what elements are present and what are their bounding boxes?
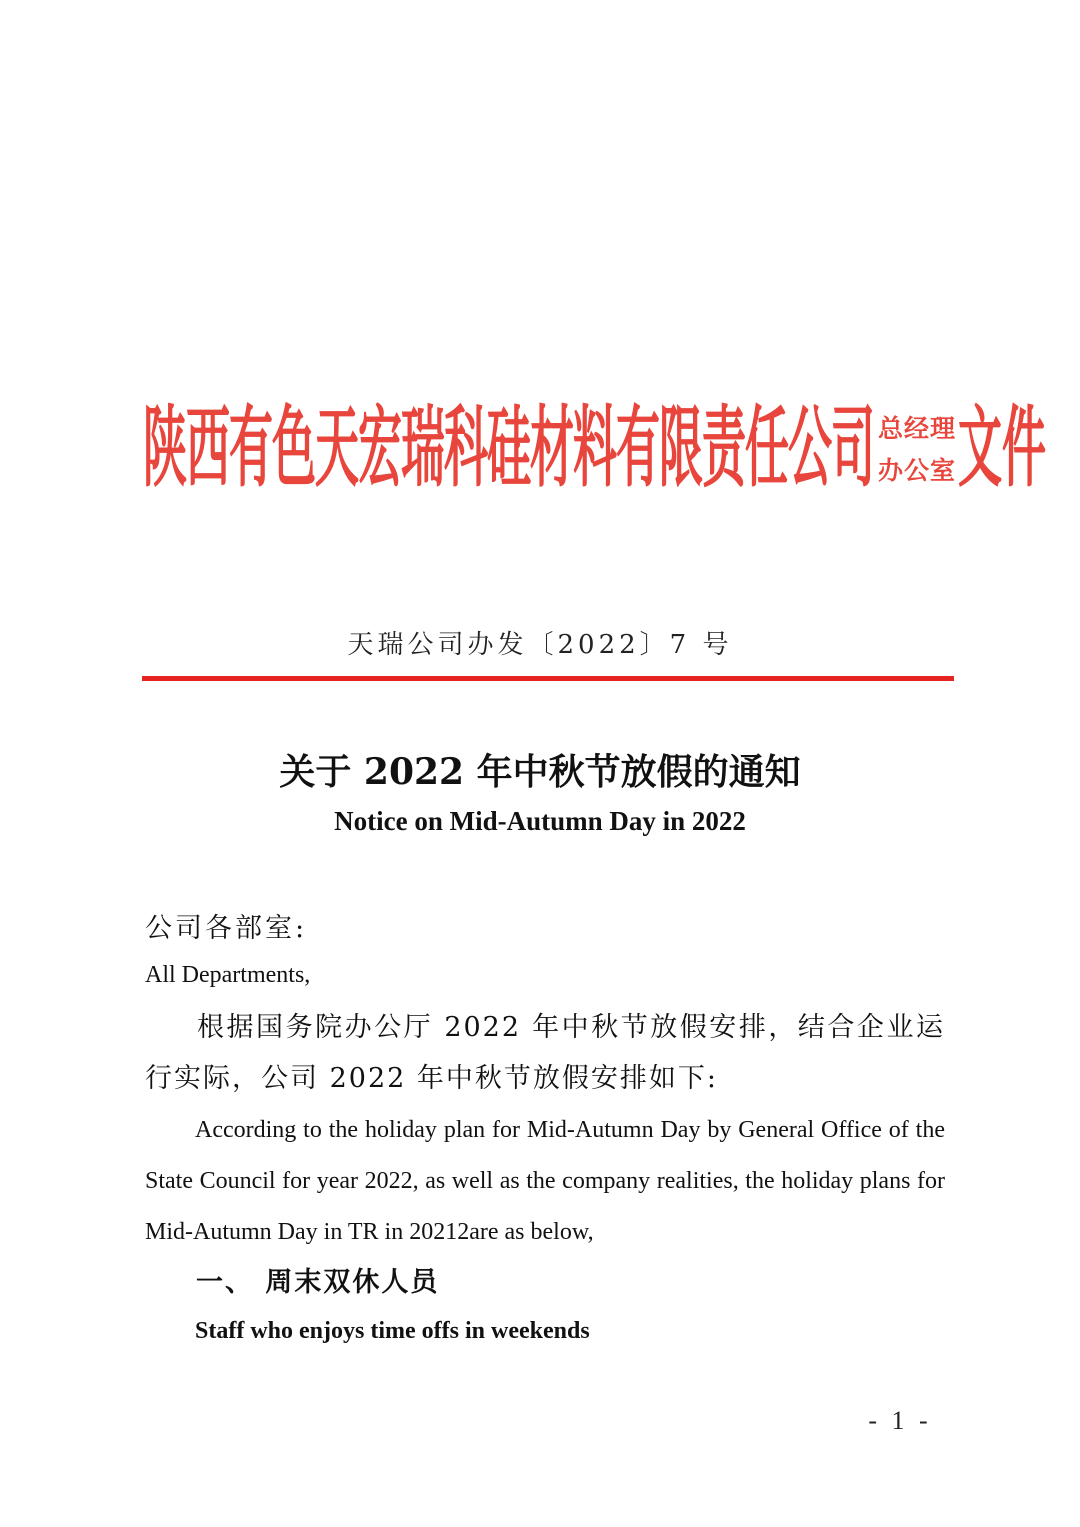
document-title-english: Notice on Mid-Autumn Day in 2022 — [334, 806, 746, 836]
letterhead-banner — [143, 394, 1047, 506]
document-title-chinese: 关于 2022 年中秋节放假的通知 — [279, 751, 801, 793]
red-divider-rule — [142, 676, 954, 681]
letterhead-suffix: 文件 — [958, 398, 1047, 500]
document-number: 天瑞公司办发〔2022〕7 号 — [347, 630, 733, 660]
letterhead-office — [878, 408, 956, 492]
body-paragraph-english: According to the holiday plan for Mid-Autumn Day by General Office of the State Council for year 2022, as well as the company realities, the holiday plans for Mid-Autumn Day in TR in 20212are as below, — [145, 1117, 945, 1245]
section-heading-english: Staff who enjoys time offs in weekends — [195, 1318, 590, 1344]
body-paragraph-chinese: 根据国务院办公厅 2022 年中秋节放假安排，结合企业运行实际，公司 2022 年中秋节放假安排如下: — [145, 1012, 945, 1094]
letterhead-company-name: 陕西有色天宏瑞科硅材料有限责任公司 — [143, 398, 874, 500]
page-number: - 1 - — [868, 1406, 932, 1435]
salutation-english: All Departments, — [145, 962, 311, 988]
letterhead-office-line1: 总经理 — [878, 414, 957, 443]
section-heading-chinese: 一、 周末双休人员 — [196, 1267, 440, 1298]
letterhead-office-line2: 办公室 — [878, 456, 957, 485]
salutation-chinese: 公司各部室: — [145, 913, 308, 944]
